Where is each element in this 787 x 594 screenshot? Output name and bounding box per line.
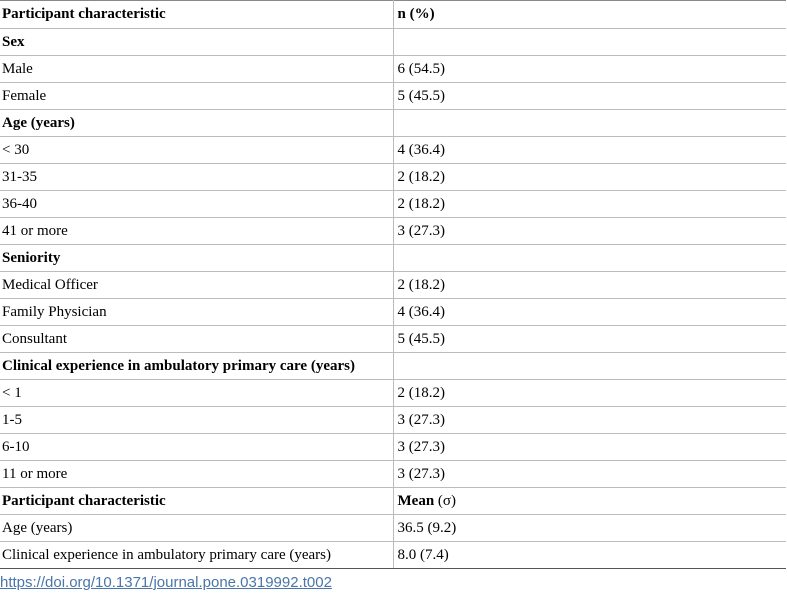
- table-row: [0, 110, 786, 137]
- table-row: [0, 461, 786, 488]
- row-value: [393, 110, 786, 137]
- mean-header-sigma-label: (σ): [434, 492, 456, 509]
- row-label: 31-35: [0, 164, 393, 191]
- row-value: [393, 245, 786, 272]
- table-body: [0, 1, 786, 569]
- row-label: Male: [0, 56, 393, 83]
- row-label: 6-10: [0, 434, 393, 461]
- mean-header-row: [0, 488, 786, 515]
- table-row: [0, 515, 786, 542]
- section-label-seniority: Seniority: [0, 245, 393, 272]
- table-row: [0, 380, 786, 407]
- row-value: 3 (27.3): [393, 218, 786, 245]
- table-header-row: [0, 1, 786, 29]
- table-row: [0, 83, 786, 110]
- row-label: Family Physician: [0, 299, 393, 326]
- header-participant-characteristic: Participant characteristic: [0, 1, 393, 29]
- row-label: 1-5: [0, 407, 393, 434]
- table-row: [0, 29, 786, 56]
- row-value: 2 (18.2): [393, 272, 786, 299]
- row-value: 2 (18.2): [393, 164, 786, 191]
- row-label: 36-40: [0, 191, 393, 218]
- mean-header-participant-characteristic: Participant characteristic: [0, 488, 393, 515]
- row-value: [393, 29, 786, 56]
- table-row: [0, 272, 786, 299]
- table-row: [0, 56, 786, 83]
- row-value: 2 (18.2): [393, 380, 786, 407]
- row-label: Age (years): [0, 515, 393, 542]
- doi-link[interactable]: https://doi.org/10.1371/journal.pone.0319992.t002: [0, 574, 332, 591]
- row-value: 4 (36.4): [393, 137, 786, 164]
- mean-header-mean-sigma: [393, 488, 786, 515]
- table-row: [0, 299, 786, 326]
- row-label: Medical Officer: [0, 272, 393, 299]
- row-label: Consultant: [0, 326, 393, 353]
- row-label: Female: [0, 83, 393, 110]
- row-value: 5 (45.5): [393, 326, 786, 353]
- row-value: 36.5 (9.2): [393, 515, 786, 542]
- table-row: [0, 164, 786, 191]
- table-row: [0, 407, 786, 434]
- section-label-clinical-experience: Clinical experience in ambulatory primary care (years): [0, 353, 393, 380]
- table-row: [0, 353, 786, 380]
- row-value: 8.0 (7.4): [393, 542, 786, 569]
- row-value: 3 (27.3): [393, 461, 786, 488]
- table-row: [0, 542, 786, 569]
- table-row: [0, 218, 786, 245]
- row-value: [393, 353, 786, 380]
- row-value: 4 (36.4): [393, 299, 786, 326]
- row-label: Clinical experience in ambulatory primary care (years): [0, 542, 393, 569]
- row-value: 2 (18.2): [393, 191, 786, 218]
- section-label-sex: Sex: [0, 29, 393, 56]
- mean-header-mean-label: Mean: [397, 492, 435, 509]
- header-n-percent: n (%): [393, 1, 786, 29]
- row-label: 41 or more: [0, 218, 393, 245]
- section-label-age: Age (years): [0, 110, 393, 137]
- row-label: < 1: [0, 380, 393, 407]
- row-label: < 30: [0, 137, 393, 164]
- row-value: 3 (27.3): [393, 434, 786, 461]
- row-value: 3 (27.3): [393, 407, 786, 434]
- table-row: [0, 191, 786, 218]
- row-value: 6 (54.5): [393, 56, 786, 83]
- table-row: [0, 245, 786, 272]
- row-value: 5 (45.5): [393, 83, 786, 110]
- table-row: [0, 434, 786, 461]
- row-label: 11 or more: [0, 461, 393, 488]
- table-row: [0, 137, 786, 164]
- table-row: [0, 326, 786, 353]
